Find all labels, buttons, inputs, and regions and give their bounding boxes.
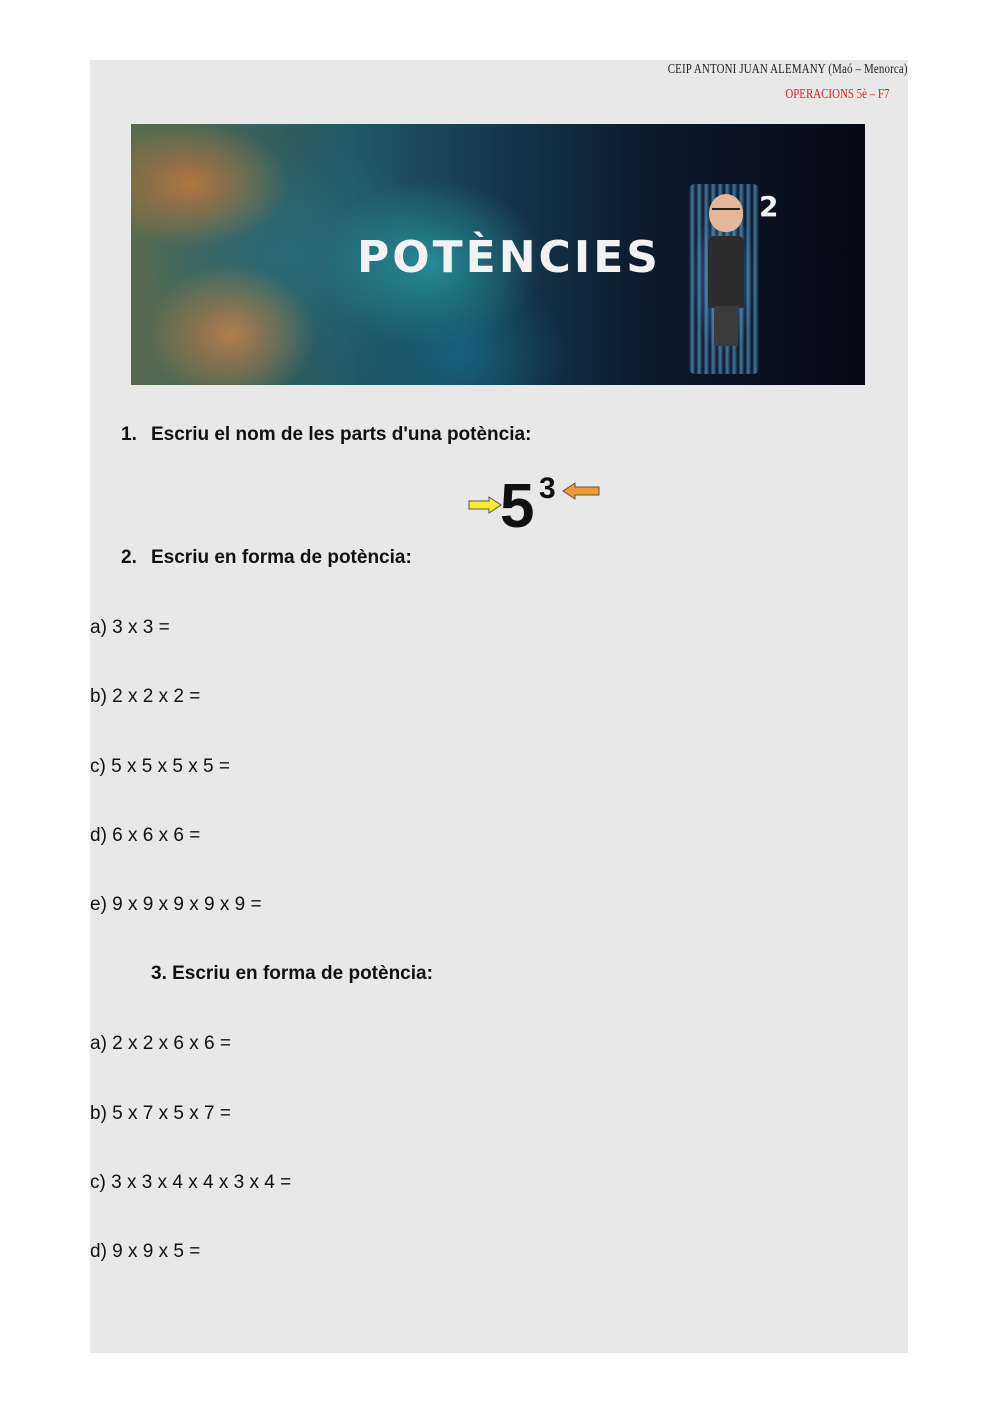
power-base: 5 bbox=[500, 472, 535, 541]
q2-item-d: d) 6 x 6 x 6 = bbox=[90, 825, 201, 846]
banner-exponent: 2 bbox=[759, 190, 779, 223]
q2-item-e: e) 9 x 9 x 9 x 9 x 9 = bbox=[90, 894, 262, 915]
q3-item-d: d) 9 x 9 x 5 = bbox=[90, 1241, 201, 1262]
question-2-text: Escriu en forma de potència: bbox=[151, 547, 412, 568]
title-banner bbox=[131, 124, 865, 385]
banner-title: POTÈNCIES bbox=[357, 232, 661, 283]
q3-item-a: a) 2 x 2 x 6 x 6 = bbox=[90, 1033, 231, 1054]
question-2 bbox=[121, 547, 412, 569]
q2-item-c: c) 5 x 5 x 5 x 5 = bbox=[90, 756, 230, 777]
question-3-title: 3. Escriu en forma de potència: bbox=[151, 963, 433, 984]
unit-header: OPERACIONS 5è – F7 bbox=[784, 87, 889, 102]
q3-item-c: c) 3 x 3 x 4 x 4 x 3 x 4 = bbox=[90, 1172, 292, 1193]
question-1-number: 1. bbox=[121, 424, 137, 445]
power-exponent: 3 bbox=[539, 472, 556, 505]
q2-item-a: a) 3 x 3 = bbox=[90, 617, 170, 638]
power-example bbox=[468, 474, 608, 540]
avatar-legs bbox=[714, 306, 738, 346]
question-1-text: Escriu el nom de les parts d'una potència: bbox=[151, 424, 532, 445]
avatar-body bbox=[708, 236, 744, 308]
q2-item-b: b) 2 x 2 x 2 = bbox=[90, 686, 201, 707]
avatar-glasses bbox=[712, 208, 740, 218]
school-header: CEIP ANTONI JUAN ALEMANY (Maó – Menorca) bbox=[668, 62, 908, 77]
question-2-number: 2. bbox=[121, 547, 137, 568]
question-1 bbox=[121, 424, 531, 446]
arrow-left-icon bbox=[562, 482, 600, 500]
arrow-right-icon bbox=[468, 496, 502, 514]
q3-item-b: b) 5 x 7 x 5 x 7 = bbox=[90, 1103, 231, 1124]
